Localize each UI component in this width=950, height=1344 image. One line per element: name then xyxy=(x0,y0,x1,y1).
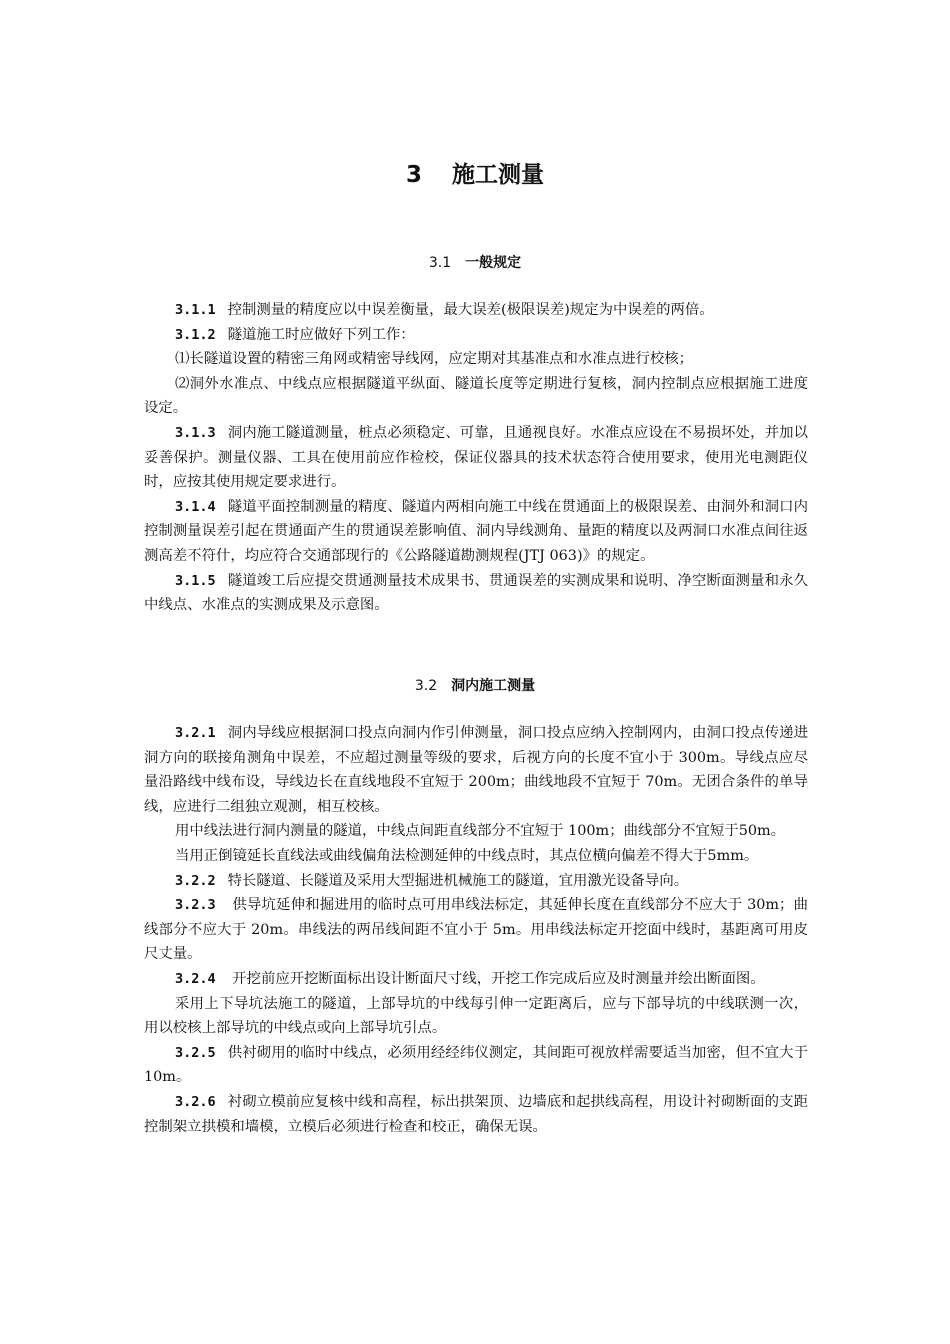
paragraph-text: 控制测量的精度应以中误差衡量，最大误差(极限误差)规定为中误差的两倍。 xyxy=(227,302,714,318)
clause-number: 3.1.3 xyxy=(174,424,216,441)
paragraph-text: 隧道平面控制测量的精度、隧道内两相向施工中线在贯通面上的极限误差、由洞外和洞口内控制测量误差引起在贯通面产生的贯通误差影响值、洞内导线测角、量距的精度以及两洞口水准点间往返测高差不符什，均应符合交通部现行的《公路隧道勘测规程(JTJ 063)》的规定。 xyxy=(144,498,808,564)
section-body-3-2 xyxy=(144,721,808,1139)
section-title: 一般规定 xyxy=(465,255,522,271)
clause-paragraph xyxy=(144,967,808,992)
paragraph-text: 开挖前应开挖断面标出设计断面尺寸线，开挖工作完成后应及时测量并绘出断面图。 xyxy=(227,970,765,987)
paragraph-text: 供导坑延伸和掘进用的临时点可用串线法标定，其延伸长度在直线部分不应大于 30m；曲线部分不应大于 20m。串线法的两吊线间距不宜小于 5m。用串线法标定开挖面中线时，基距离可用皮尺丈量。 xyxy=(144,897,808,963)
clause-number: 3.2.2 xyxy=(174,872,216,889)
paragraph-text: 洞内导线应根据洞口投点向洞内作引伸测量，洞口投点应纳入控制网内，由洞口投点传递进洞方向的联接角测角中误差，不应超过测量等级的要求，后视方向的长度不宜小于 300m。导线点应尽量沿路线中线布设，导线边长在直线地段不宜短于 200m；曲线地段不宜短于 70m。无团合条件的单导线，应进行二组独立观测，相互校核。 xyxy=(144,725,808,815)
paragraph-text: 隧道竣工后应提交贯通测量技术成果书、贯通误差的实测成果和说明、净空断面测量和永久中线点、水准点的实测成果及示意图。 xyxy=(144,572,808,614)
section-heading-3-2 xyxy=(0,676,950,696)
section-number: 3.2 xyxy=(414,678,438,694)
section-body-3-1 xyxy=(144,298,808,618)
paragraph-text: 采用上下导坑法施工的隧道，上部导坑的中线每引伸一定距离后，应与下部导坑的中线联测一次，用以校核上部导坑的中线点或向上部导坑引点。 xyxy=(144,995,808,1037)
clause-paragraph xyxy=(144,323,808,348)
chapter-title-text: 施工测量 xyxy=(452,162,544,188)
clause-number: 3.2.5 xyxy=(174,1044,216,1061)
paragraph-text: 供衬砌用的临时中线点，必须用经经纬仪测定，其间距可视放样需要适当加密，但不宜大于 10m。 xyxy=(144,1044,808,1086)
clause-paragraph xyxy=(144,721,808,819)
clause-paragraph xyxy=(144,869,808,894)
section-number: 3.1 xyxy=(428,255,452,271)
paragraph-text: ⑵洞外水准点、中线点应根据隧道平纵面、隧道长度等定期进行复核，洞内控制点应根据施工进度设定。 xyxy=(144,375,808,417)
section-title: 洞内施工测量 xyxy=(451,678,536,694)
clause-number: 3.2.3 xyxy=(174,897,216,914)
clause-number: 3.1.5 xyxy=(174,572,216,589)
paragraph-text: 隧道施工时应做好下列工作： xyxy=(227,326,415,343)
paragraph-text: 衬砌立模前应复核中线和高程，标出拱架顶、边墙底和起拱线高程，用设计衬砌断面的支距控制架立拱模和墙模，立模后必须进行检查和校正，确保无误。 xyxy=(144,1093,808,1135)
clause-number: 3.1.1 xyxy=(174,302,216,318)
section-heading-3-1 xyxy=(0,253,950,273)
paragraph-text: 洞内施工隧道测量，桩点必须稳定、可靠，且通视良好。水准点应设在不易损坏处，并加以妥善保护。测量仪器、工具在使用前应作检校，保证仪器具的技术状态符合使用要求，使用光电测距仪时，应按其使用规定要求进行。 xyxy=(144,424,808,491)
paragraph xyxy=(144,992,808,1041)
clause-paragraph xyxy=(144,298,808,323)
paragraph-text: 特长隧道、长隧道及采用大型掘进机械施工的隧道，宜用激光设备导向。 xyxy=(227,872,689,889)
clause-paragraph xyxy=(144,1041,808,1090)
clause-paragraph xyxy=(144,421,808,495)
clause-paragraph xyxy=(144,495,808,569)
paragraph xyxy=(144,844,808,869)
clause-number: 3.1.4 xyxy=(174,498,216,515)
clause-number: 3.2.1 xyxy=(174,725,216,741)
chapter-title xyxy=(0,158,950,192)
clause-number: 3.1.2 xyxy=(174,326,216,343)
clause-number: 3.2.4 xyxy=(174,970,216,987)
clause-paragraph xyxy=(144,569,808,618)
list-item xyxy=(144,372,808,421)
paragraph xyxy=(144,819,808,844)
paragraph-text: 用中线法进行洞内测量的隧道，中线点间距直线部分不宜短于 100m；曲线部分不宜短于50m。 xyxy=(174,823,786,840)
clause-paragraph xyxy=(144,893,808,967)
clause-number: 3.2.6 xyxy=(174,1093,216,1110)
paragraph-text: ⑴长隧道设置的精密三角网或精密导线网，应定期对其基准点和水准点进行校核； xyxy=(174,351,694,368)
list-item xyxy=(144,347,808,372)
chapter-number: 3 xyxy=(405,162,422,188)
clause-paragraph xyxy=(144,1090,808,1139)
paragraph-text: 当用正倒镜延长直线法或曲线偏角法检测延伸的中线点时，其点位横向偏差不得大于5mm。 xyxy=(174,847,759,864)
